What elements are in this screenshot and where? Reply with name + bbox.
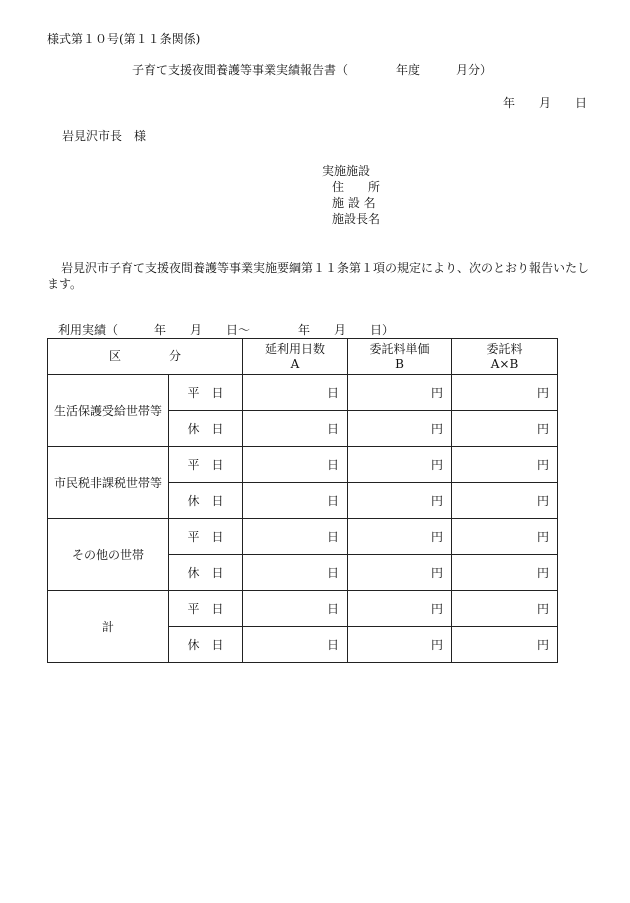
unit-price-cell: 円: [348, 519, 452, 555]
group-welfare: 生活保護受給世帯等: [48, 375, 169, 447]
fee-cell: 円: [452, 627, 558, 663]
fee-cell: 円: [452, 483, 558, 519]
header-fee-label: 委託料: [486, 341, 523, 356]
header-fee-sub: A×B: [490, 356, 519, 371]
document-title: 子育て支援夜間養護等事業実績報告書（ 年度 月分）: [132, 63, 493, 77]
usage-period: 利用実績（ 年 月 日～ 年 月 日）: [58, 323, 395, 337]
days-cell: 日: [243, 483, 348, 519]
group-total: 計: [48, 591, 169, 663]
days-cell: 日: [243, 627, 348, 663]
day-type: 平 日: [169, 375, 243, 411]
table-header-row: [48, 339, 558, 375]
header-category: 区 分: [48, 339, 243, 375]
unit-price-cell: 円: [348, 627, 452, 663]
fee-cell: 円: [452, 519, 558, 555]
days-cell: 日: [243, 375, 348, 411]
day-type: 休 日: [169, 483, 243, 519]
header-unit-price-sub: B: [395, 356, 404, 371]
day-type: 休 日: [169, 411, 243, 447]
fee-cell: 円: [452, 555, 558, 591]
day-type: 平 日: [169, 519, 243, 555]
facility-address-label: 住 所: [332, 180, 381, 194]
unit-price-cell: 円: [348, 411, 452, 447]
day-type: 休 日: [169, 627, 243, 663]
table-row: [48, 519, 558, 555]
form-number: 様式第１０号(第１１条関係): [47, 32, 201, 46]
unit-price-cell: 円: [348, 447, 452, 483]
facility-name-label: 施 設 名: [332, 196, 376, 210]
header-unit-price-label: 委託料単価: [369, 341, 430, 356]
fee-cell: 円: [452, 375, 558, 411]
unit-price-cell: 円: [348, 555, 452, 591]
fee-cell: 円: [452, 591, 558, 627]
day-type: 休 日: [169, 555, 243, 591]
unit-price-cell: 円: [348, 483, 452, 519]
report-date: 年 月 日: [503, 96, 588, 110]
days-cell: 日: [243, 555, 348, 591]
results-table: [47, 338, 558, 663]
unit-price-cell: 円: [348, 375, 452, 411]
fee-cell: 円: [452, 411, 558, 447]
facility-head-label: 施設長名: [332, 212, 381, 226]
day-type: 平 日: [169, 591, 243, 627]
days-cell: 日: [243, 591, 348, 627]
days-cell: 日: [243, 519, 348, 555]
table-row: [48, 591, 558, 627]
header-days-label: 延利用日数: [265, 341, 326, 356]
unit-price-cell: 円: [348, 591, 452, 627]
header-unit-price: [348, 339, 452, 375]
header-days: [243, 339, 348, 375]
group-other: その他の世帯: [48, 519, 169, 591]
group-tax-exempt: 市民税非課税世帯等: [48, 447, 169, 519]
days-cell: 日: [243, 411, 348, 447]
fee-cell: 円: [452, 447, 558, 483]
facility-heading: 実施施設: [322, 164, 371, 178]
day-type: 平 日: [169, 447, 243, 483]
facility-block: [322, 163, 380, 227]
table-row: [48, 447, 558, 483]
header-days-sub: A: [290, 356, 300, 371]
addressee: 岩見沢市長 様: [62, 129, 147, 143]
table-row: [48, 375, 558, 411]
report-statement: 岩見沢市子育て支援夜間養護等事業実施要綱第１１条第１項の規定により、次のとおり報告いたします。: [47, 261, 590, 291]
header-fee: [452, 339, 558, 375]
days-cell: 日: [243, 447, 348, 483]
